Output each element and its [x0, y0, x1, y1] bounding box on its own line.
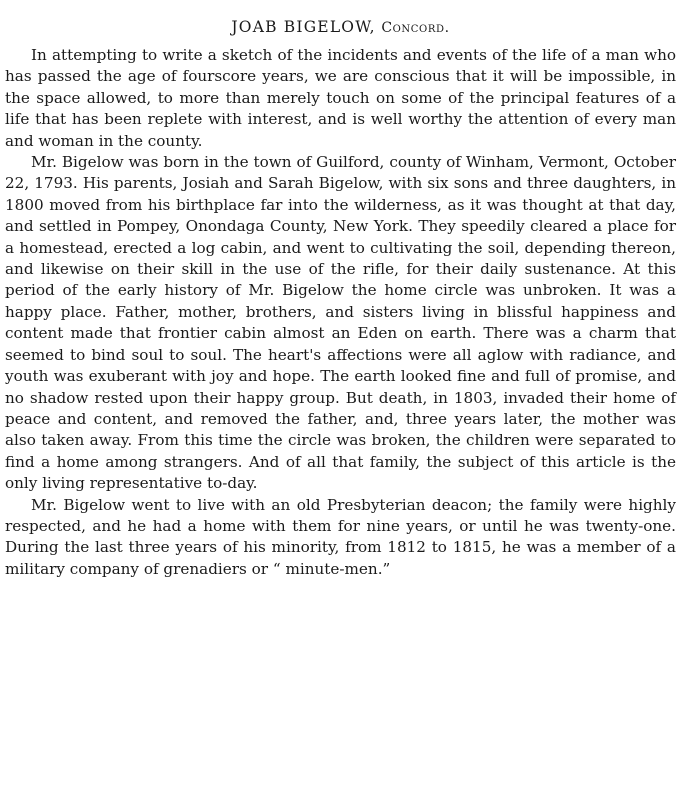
- paragraph-youth: Mr. Bigelow went to live with an old Presbyterian deacon; the family were highly respected, and he had a home with them for nine years, or until he was twenty-one. During the last three years of his minority, from 1812 to 1815, he was a member of a military company of grenadiers or “ minute-men.”: [5, 495, 676, 578]
- paragraph-early-life: Mr. Bigelow was born in the town of Guilford, county of Winham, Vermont, October 22, 1793. His parents, Josiah and Sarah Bigelow, with six sons and three daughters, in 1800 moved from his birthplace far into the wilderness, as it was thought at that day, and settled in Pompey, Onondaga County, New York. They speedily cleared a place for a homestead, erected a log cabin, and went to cultivating the soil, depending thereon, and likewise on their skill in the use of the rifle, for their daily sustenance. At this period of the early history of Mr. Bigelow the home circle was unbroken. It was a happy place. Father, mother, brothers, and sisters living in blissful happiness and content made that frontier cabin almost an Eden on earth. There was a charm that seemed to bind soul to soul. The heart's affections were all aglow with radiance, and youth was exuberant with joy and hope. The earth looked fine and full of promise, and no shadow rested upon their happy group. But death, in 1803, invaded their home of peace and content, and removed the father, and, three years later, the mother was also taken away. From this time the circle was broken, the children were separated to find a home among strangers. And of all that family, the subject of this article is the only living representative to-day.: [5, 153, 676, 493]
- heading-place: Concord.: [381, 20, 450, 36]
- heading-name: JOAB BIGELOW,: [231, 18, 376, 36]
- paragraph-intro: In attempting to write a sketch of the incidents and events of the life of a man who has passed the age of fourscore years, we are conscious that it will be impossible, in the space allowed, to more than merely touch on some of the principal features of a life that has been replete with interest, and is well worthy the attention of every man and woman in the county.: [5, 46, 676, 150]
- article-heading: [5, 16, 676, 39]
